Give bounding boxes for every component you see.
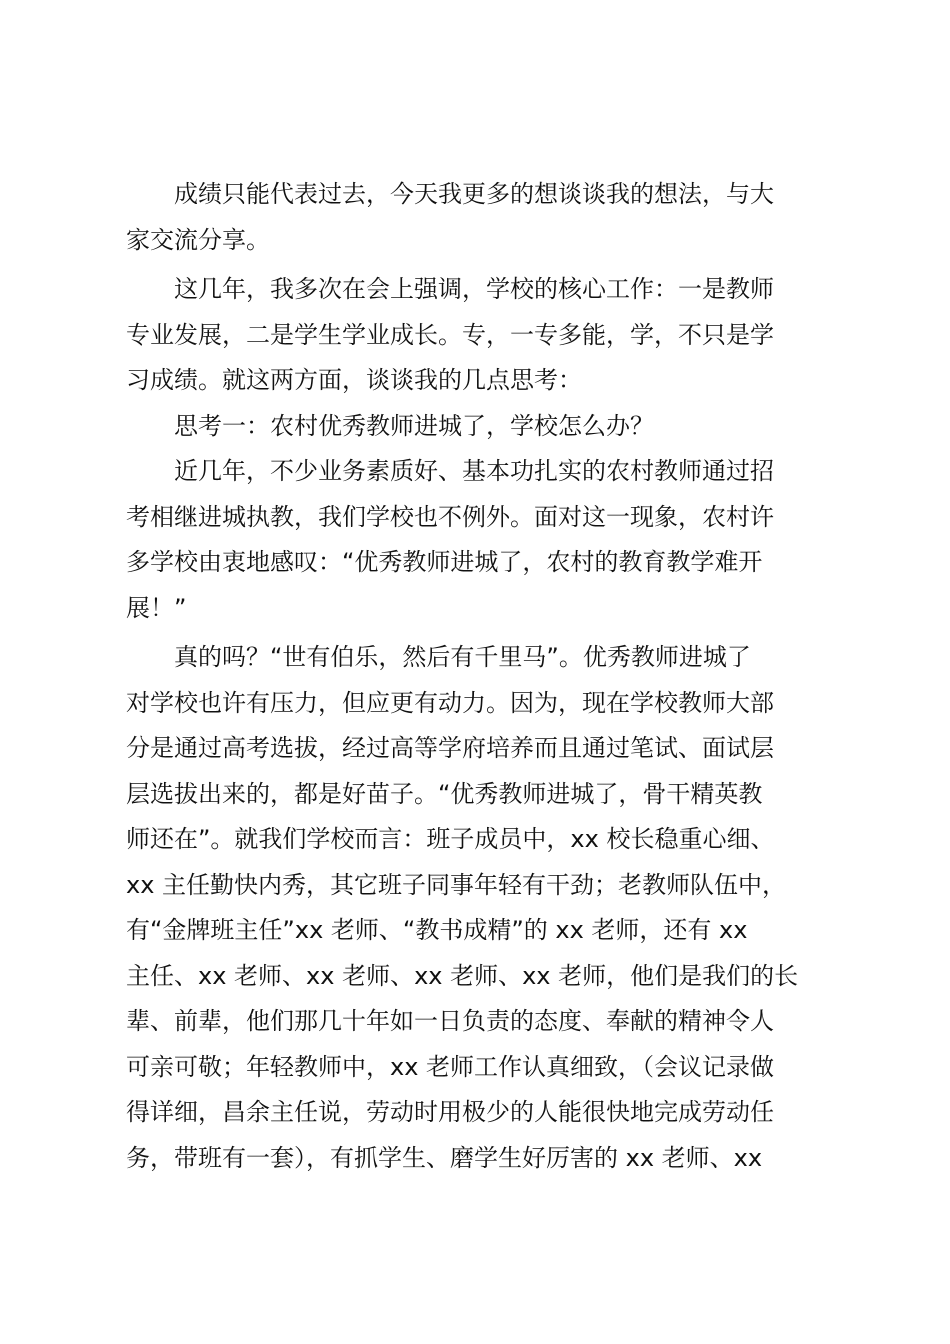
text-line: 习成绩。就这两方面，谈谈我的几点思考：: [126, 366, 582, 394]
text-line: 对学校也许有压力，但应更有动力。因为，现在学校教师大部: [126, 688, 774, 717]
text-line: 展！”: [126, 593, 187, 622]
text-line: 可亲可敬；年轻教师中，xx 老师工作认真细致，（会议记录做: [126, 1052, 775, 1081]
text-line: 多学校由衷地感叹：“优秀教师进城了，农村的教育教学难开: [126, 548, 763, 576]
text-line: 有“金牌班主任”xx 老师、“教书成精”的 xx 老师，还有 xx: [126, 916, 748, 944]
text-line: 家交流分享。: [126, 225, 270, 254]
text-line: 得详细，昌余主任说，劳动时用极少的人能很快地完成劳动任: [126, 1098, 774, 1126]
text-line: 分是通过高考选拔，经过高等学府培养而且通过笔试、面试层: [126, 734, 774, 762]
text-line: xx 主任勤快内秀，其它班子同事年轻有干劲；老教师队伍中，: [126, 870, 787, 899]
text-line: 成绩只能代表过去，今天我更多的想谈谈我的想法，与大: [126, 180, 774, 208]
text-line: 层选拔出来的，都是好苗子。“优秀教师进城了，骨干精英教: [126, 779, 763, 808]
text-line: 考相继进城执教，我们学校也不例外。面对这一现象，农村许: [126, 502, 774, 531]
text-line: 师还在”。就我们学校而言：班子成员中，xx 校长稳重心细、: [126, 825, 775, 853]
text-line: 近几年，不少业务素质好、基本功扎实的农村教师通过招: [126, 457, 774, 485]
text-line: 主任、xx 老师、xx 老师、xx 老师、xx 老师，他们是我们的长: [126, 961, 799, 990]
text-line: 真的吗？“世有伯乐，然后有千里马”。优秀教师进城了: [126, 643, 751, 671]
text-line: 这几年，我多次在会上强调，学校的核心工作：一是教师: [126, 275, 774, 303]
text-line: 务，带班有一套），有抓学生、磨学生好厉害的 xx 老师、xx: [126, 1143, 763, 1172]
text-line: 专业发展，二是学生学业成长。专，一专多能，学，不只是学: [126, 320, 774, 349]
body-text: [126, 172, 832, 1181]
text-line: 思考一：农村优秀教师进城了，学校怎么办？: [126, 411, 654, 440]
text-line: 辈、前辈，他们那几十年如一日负责的态度、奉献的精神令人: [126, 1007, 774, 1035]
